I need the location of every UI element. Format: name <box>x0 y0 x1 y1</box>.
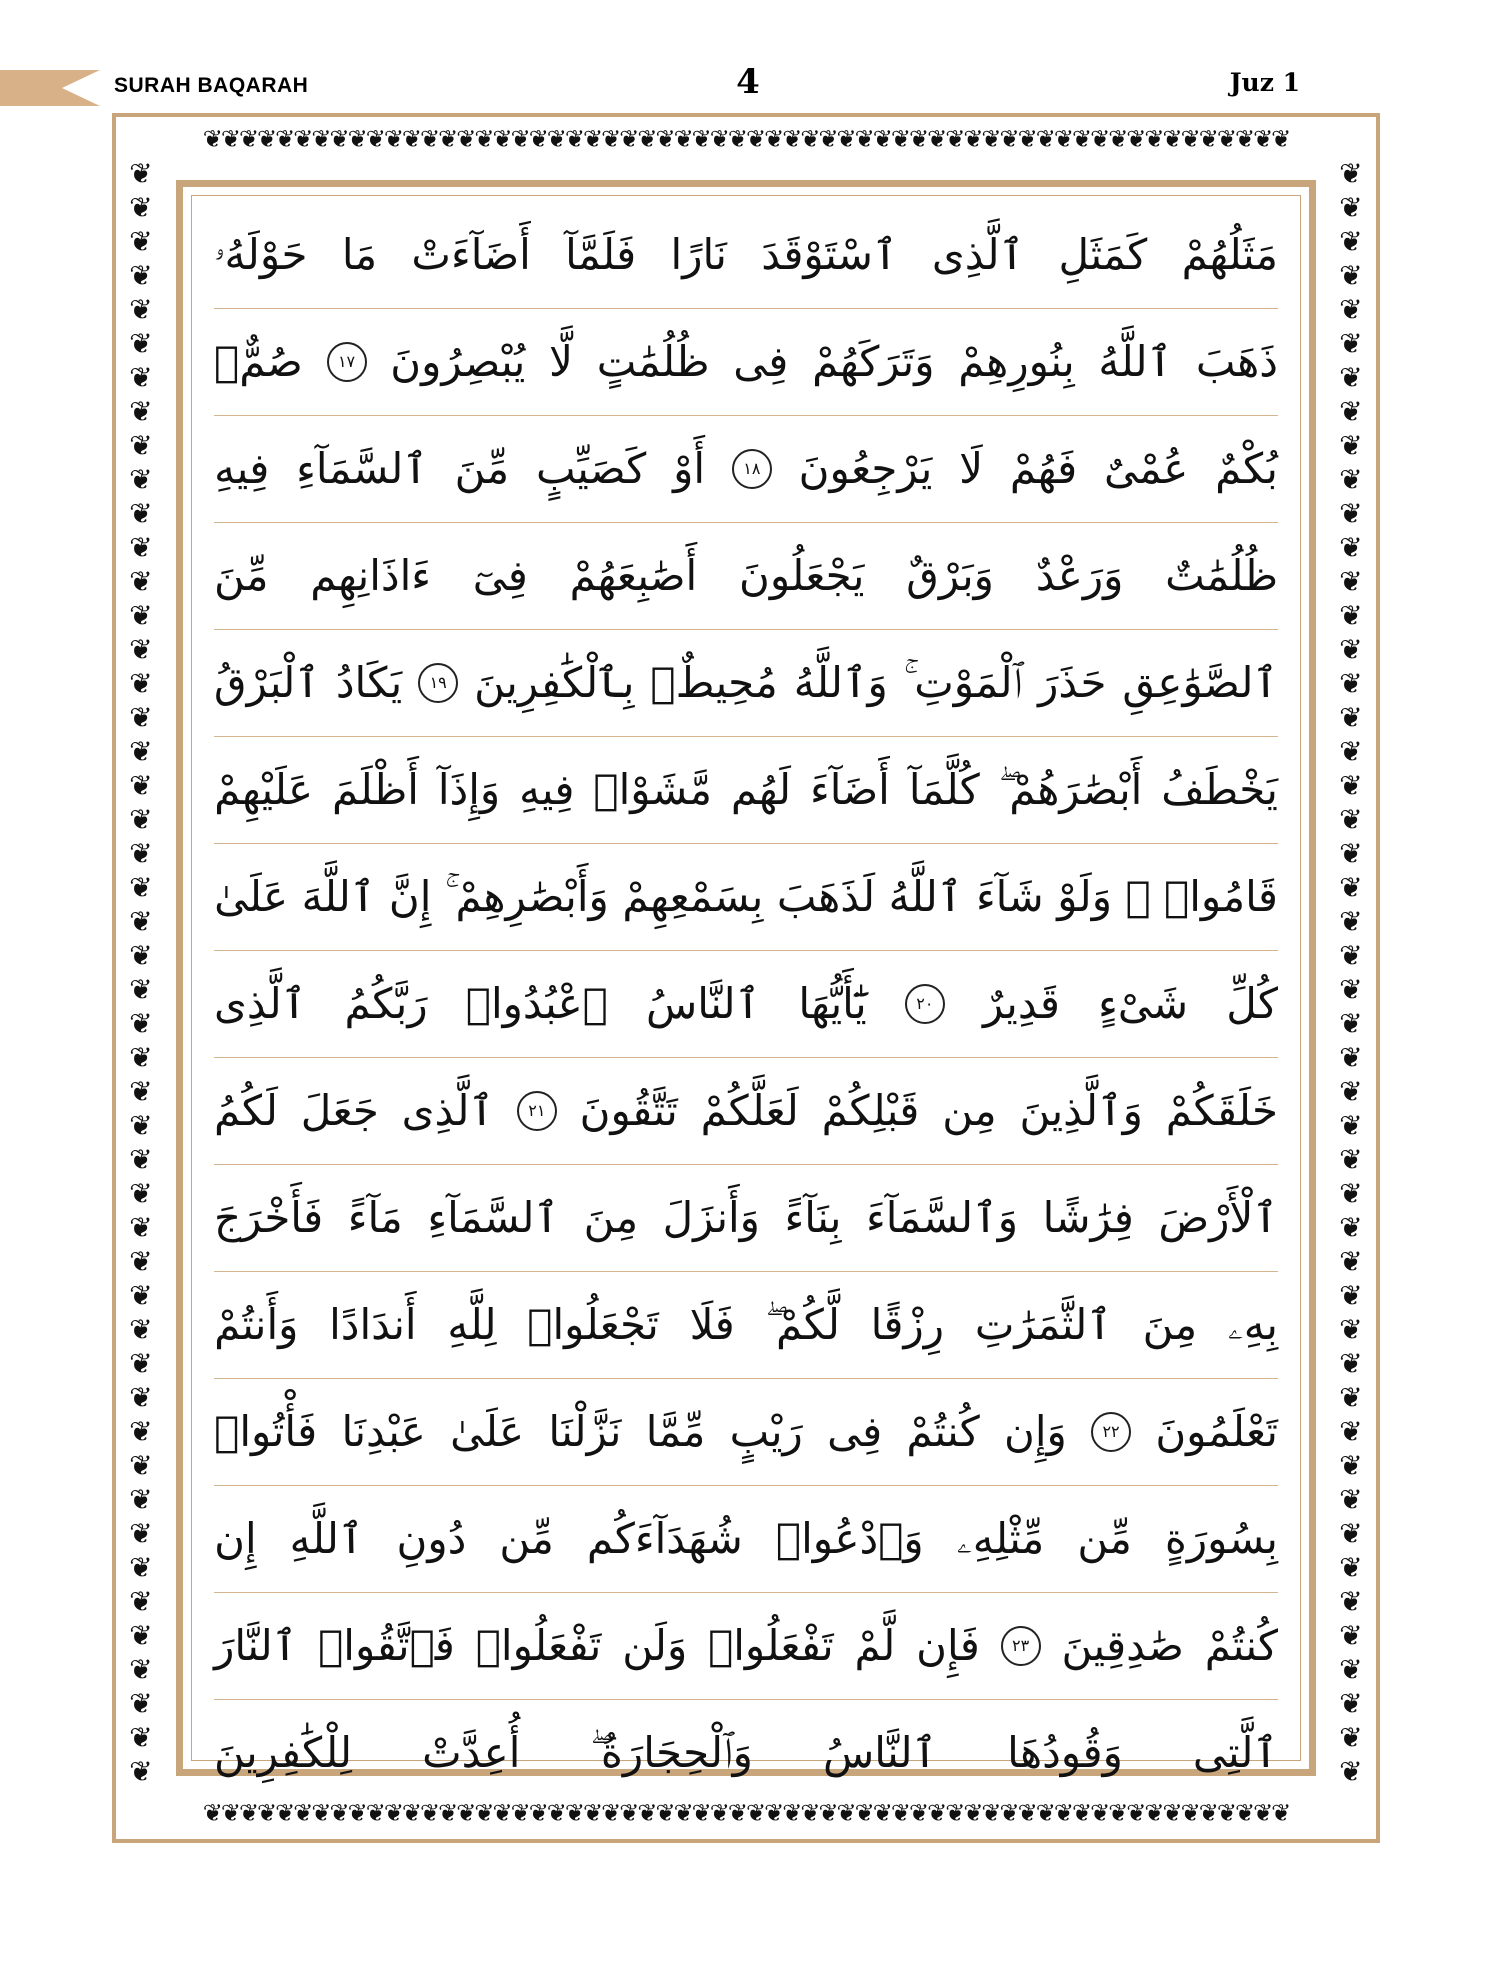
verse-word: حَذَرَ <box>1038 658 1107 707</box>
verse-word: كُنتُمْ <box>1204 1621 1278 1670</box>
verse-line <box>214 308 1278 415</box>
verse-word: وَرَعْدٌ <box>1035 551 1124 600</box>
verse-word: ٱلَّتِى <box>1192 1728 1278 1777</box>
verse-word: مِّنَ <box>454 444 510 493</box>
verse-word: ٱلنَّاسُ <box>822 1728 938 1777</box>
ayah-number-marker: ١٩ <box>418 663 458 703</box>
verse-word: ٱللَّهِ <box>289 1514 364 1563</box>
verse-word: لِلْكَٰفِرِينَ <box>214 1728 353 1777</box>
verse-word: أَظْلَمَ <box>331 765 419 814</box>
verse-word: مِنَ <box>583 1193 639 1242</box>
verse-word: ٱللَّهَ <box>301 872 376 921</box>
verse-word: فِى <box>827 1407 883 1456</box>
verse-word: ٱلْبَرْقُ <box>214 658 320 707</box>
verse-word: تَتَّقُونَ <box>579 1086 678 1135</box>
verse-word: ٱلسَّمَآءِ <box>296 444 428 493</box>
verse-word: يَجْعَلُونَ <box>738 551 865 600</box>
verse-word: ٱللَّهُ <box>888 872 963 921</box>
verse-word: مَثَلُهُمْ <box>1181 230 1278 279</box>
verse-word: وَأَبْصَٰرِهِمْ ۚ <box>444 871 609 921</box>
verse-word: وَأَنتُمْ <box>214 1300 299 1349</box>
verse-word: يُبْصِرُونَ <box>390 337 526 386</box>
verse-word: لَّا <box>549 337 573 386</box>
verse-word: مِّثْلِهِۦ <box>956 1513 1045 1563</box>
verse-word: ظُلُمَٰتٌ <box>1165 551 1278 600</box>
verse-word: يَخْطَفُ <box>1161 765 1278 814</box>
quran-text-panel <box>191 195 1301 1777</box>
verse-word: لَّكُمْ ۖ <box>765 1299 840 1349</box>
verse-word: مِّن <box>499 1514 554 1563</box>
verse-word: أَضَآءَ <box>809 765 890 814</box>
verse-word: دُونِ <box>396 1514 467 1563</box>
verse-word: فِرَٰشًا <box>1042 1193 1134 1242</box>
ayah-number-marker: ٢٢ <box>1091 1412 1131 1452</box>
verse-word: ٱلْأَرْضَ <box>1158 1193 1278 1242</box>
verse-word: فَهُمْ <box>1009 444 1078 493</box>
verse-word: شَآءَ <box>975 872 1044 921</box>
verse-word: يَٰٓأَيُّهَا <box>798 979 867 1028</box>
verse-word: رَيْبٍ <box>729 1407 803 1456</box>
verse-word: ٱلنَّاسُ <box>646 979 761 1028</box>
verse-word: بِسَمْعِهِمْ <box>622 872 764 921</box>
verse-word: وَٱدْعُوا۟ <box>775 1514 924 1563</box>
verse-word: لَا <box>959 444 984 493</box>
verse-word: ٱلَّذِى <box>931 230 1025 279</box>
verse-word: فَلَمَّآ <box>565 230 637 279</box>
verse-word: يَكَادُ <box>335 658 403 707</box>
verse-word: مَّشَوْا۟ <box>593 765 712 814</box>
ornament-border-left: ❦❦❦❦❦❦❦❦❦❦❦❦❦❦❦❦❦❦❦❦❦❦❦❦❦❦❦❦❦❦❦❦❦❦❦❦❦❦❦❦❦❦❦❦❦❦❦❦ <box>129 157 153 1788</box>
juz-label: Juz 1 <box>1229 68 1300 97</box>
verse-line <box>214 415 1278 522</box>
verse-word: ٱلسَّمَآءِ <box>427 1193 560 1242</box>
verse-word: بِهِۦ <box>1227 1299 1278 1349</box>
verse-word: مَآءً <box>347 1193 403 1242</box>
verse-word: ٱلَّذِى <box>401 1086 494 1135</box>
verse-word: ٱلَّذِى <box>214 979 307 1028</box>
verse-word: تَفْعَلُوا۟ <box>475 1621 602 1670</box>
ayah-number-marker: ١٧ <box>327 342 367 382</box>
verse-line <box>214 629 1278 736</box>
verse-line <box>214 522 1278 629</box>
verse-line <box>214 1378 1278 1485</box>
verse-word: وَٱلْحِجَارَةُ ۖ <box>590 1727 753 1777</box>
verse-word: مِّمَّا <box>645 1407 706 1456</box>
verse-word: ٱللَّهُ <box>1098 337 1173 386</box>
verse-word: تَجْعَلُوا۟ <box>527 1300 659 1349</box>
verse-word: لَّمْ <box>854 1621 896 1670</box>
verse-word: رَبَّكُمُ <box>344 979 428 1028</box>
verse-word: مِن <box>942 1086 997 1135</box>
verse-word: وَلَن <box>622 1621 688 1670</box>
verse-word: وَٱلسَّمَآءَ <box>866 1193 1018 1242</box>
verse-word: لَعَلَّكُمْ <box>700 1086 799 1135</box>
verse-word: أَبْصَٰرَهُمْ ۖ <box>998 764 1143 814</box>
verse-word: كُنتُمْ <box>906 1407 980 1456</box>
verse-word: بِٱلْكَٰفِرِينَ <box>474 658 635 707</box>
verse-word: ظُلُمَٰتٍ <box>596 337 710 386</box>
verse-word: عَلَىٰ <box>214 872 289 921</box>
verse-word: لَذَهَبَ <box>776 872 876 921</box>
page-tab-marker <box>0 70 100 106</box>
ayah-number-marker: ٢٣ <box>1001 1626 1041 1666</box>
verse-word: كُلِّ <box>1226 979 1278 1028</box>
verse-word: وَٱللَّهُ <box>793 658 888 707</box>
verse-word: وَٱلَّذِينَ <box>1019 1086 1143 1135</box>
ayah-number-marker: ١٨ <box>732 449 772 489</box>
verse-word: عُمْىٌ <box>1104 444 1189 493</box>
verse-word: مِّنَ <box>214 551 269 600</box>
verse-word: فِيهِ <box>519 765 575 814</box>
verse-word: مُحِيطٌۢ <box>650 658 778 707</box>
verse-word: أَندَادًا <box>329 1300 417 1349</box>
verse-word: صَٰدِقِينَ <box>1061 1621 1184 1670</box>
verse-line <box>214 950 1278 1057</box>
verse-word: ٱسْتَوْقَدَ <box>761 230 898 279</box>
verse-word: ٱلْمَوْتِ ۚ <box>903 657 1023 707</box>
verse-word: إِنَّ <box>388 872 432 921</box>
verse-word: حَوْلَهُۥ <box>214 229 308 279</box>
verse-word: فَأْتُوا۟ <box>214 1407 318 1456</box>
verse-word: ذَهَبَ <box>1195 337 1278 386</box>
verse-line <box>214 843 1278 950</box>
verse-word: خَلَقَكُمْ <box>1165 1086 1278 1135</box>
verse-word: وَلَوْ <box>1057 872 1112 921</box>
surah-title: SURAH BAQARAH <box>114 74 309 97</box>
verse-word: شُهَدَآءَكُم <box>586 1514 743 1563</box>
verse-word: ٱلصَّوَٰعِقِ <box>1122 658 1278 707</box>
verse-word: لِلَّهِ <box>447 1300 497 1349</box>
verse-word: ٱلثَّمَرَٰتِ <box>974 1300 1112 1349</box>
verse-word: تَعْلَمُونَ <box>1155 1407 1278 1456</box>
verse-word: أُعِدَّتْ <box>422 1728 521 1777</box>
verse-word: عَبْدِنَا <box>341 1407 426 1456</box>
verse-word: قَدِيرٌ <box>982 979 1060 1028</box>
verse-line <box>214 1164 1278 1271</box>
verse-word: وَتَرَكَهُمْ <box>812 337 935 386</box>
verse-word: كَصَيِّبٍ <box>535 444 647 493</box>
verse-word: جَعَلَ <box>300 1086 379 1135</box>
verse-word: فَأَخْرَجَ <box>214 1193 324 1242</box>
verse-word: فَإِن <box>916 1621 980 1670</box>
verse-word: إِن <box>214 1514 257 1563</box>
verse-word: أَضَآءَتْ <box>411 230 531 279</box>
verse-word: فَٱتَّقُوا۟ <box>318 1621 455 1670</box>
verse-word: ٱلنَّارَ <box>214 1621 298 1670</box>
verse-word: فِى <box>733 337 789 386</box>
page-frame <box>112 113 1380 1843</box>
ayah-number-marker: ٢١ <box>517 1091 557 1131</box>
verse-word: تَفْعَلُوا۟ <box>708 1621 834 1670</box>
verse-line <box>214 201 1278 308</box>
verse-word: وَبَرْقٌ <box>906 551 994 600</box>
ayah-number-marker: ٢٠ <box>905 984 945 1024</box>
verse-word: فِىٓ <box>472 551 528 600</box>
ornament-border-top: ❦❦❦❦❦❦❦❦❦❦❦❦❦❦❦❦❦❦❦❦❦❦❦❦❦❦❦❦❦❦❦❦❦❦❦❦❦❦❦❦❦❦❦❦❦❦❦❦❦❦❦❦❦❦❦❦❦❦❦❦ <box>202 127 1290 153</box>
verse-line <box>214 736 1278 843</box>
ornament-border-bottom: ❦❦❦❦❦❦❦❦❦❦❦❦❦❦❦❦❦❦❦❦❦❦❦❦❦❦❦❦❦❦❦❦❦❦❦❦❦❦❦❦❦❦❦❦❦❦❦❦❦❦❦❦❦❦❦❦❦❦❦❦ <box>202 1801 1290 1827</box>
page-number: 4 <box>736 62 760 102</box>
verse-word: قَبْلِكُمْ <box>821 1086 920 1135</box>
verse-word: أَوْ <box>673 444 706 493</box>
verse-word: فَلَا <box>689 1300 735 1349</box>
inner-frame <box>176 180 1316 1776</box>
verse-word: لَهُم <box>730 765 792 814</box>
verse-word: بِنَآءً <box>784 1193 842 1242</box>
verse-word: لَكُمُ <box>214 1086 278 1135</box>
verse-word: عَلَىٰ <box>450 1407 525 1456</box>
verse-word: مِنَ <box>1142 1300 1198 1349</box>
verse-line <box>214 1057 1278 1164</box>
verse-word: بِسُورَةٍ <box>1164 1514 1278 1563</box>
verse-word: فِيهِ <box>214 444 270 493</box>
verse-word: وَإِن <box>1003 1407 1067 1456</box>
verse-word: نَارًا <box>670 230 727 279</box>
verse-word: قَامُوا۟ ۚ <box>1125 872 1278 921</box>
verse-word: وَقُودُهَا <box>1007 1728 1123 1777</box>
verse-word: ٱعْبُدُوا۟ <box>465 979 608 1028</box>
verse-word: مَا <box>341 230 378 279</box>
verse-word: ءَاذَانِهِم <box>310 551 432 600</box>
ornament-border-right: ❦❦❦❦❦❦❦❦❦❦❦❦❦❦❦❦❦❦❦❦❦❦❦❦❦❦❦❦❦❦❦❦❦❦❦❦❦❦❦❦❦❦❦❦❦❦❦❦ <box>1339 157 1363 1788</box>
verse-line <box>214 1485 1278 1592</box>
verse-line <box>214 1271 1278 1378</box>
verse-word: كُلَّمَآ <box>908 765 980 814</box>
verse-word: وَأَنزَلَ <box>662 1193 760 1242</box>
verse-word: يَرْجِعُونَ <box>798 444 933 493</box>
verse-word: بِنُورِهِمْ <box>958 337 1075 386</box>
verse-word: نَزَّلْنَا <box>548 1407 622 1456</box>
verse-word: بُكْمٌ <box>1215 444 1278 493</box>
verse-line <box>214 1699 1278 1806</box>
verse-word: رِزْقًا <box>870 1300 945 1349</box>
verse-line <box>214 1592 1278 1699</box>
verse-word: مِّن <box>1077 1514 1132 1563</box>
verse-word: أَصَٰبِعَهُمْ <box>569 551 698 600</box>
verse-word: وَإِذَآ <box>437 765 501 814</box>
verse-word: كَمَثَلِ <box>1058 230 1148 279</box>
verse-word: عَلَيْهِمْ <box>214 765 314 814</box>
verse-word: شَىْءٍ <box>1098 979 1189 1028</box>
verse-word: صُمٌّۢ <box>214 337 303 386</box>
